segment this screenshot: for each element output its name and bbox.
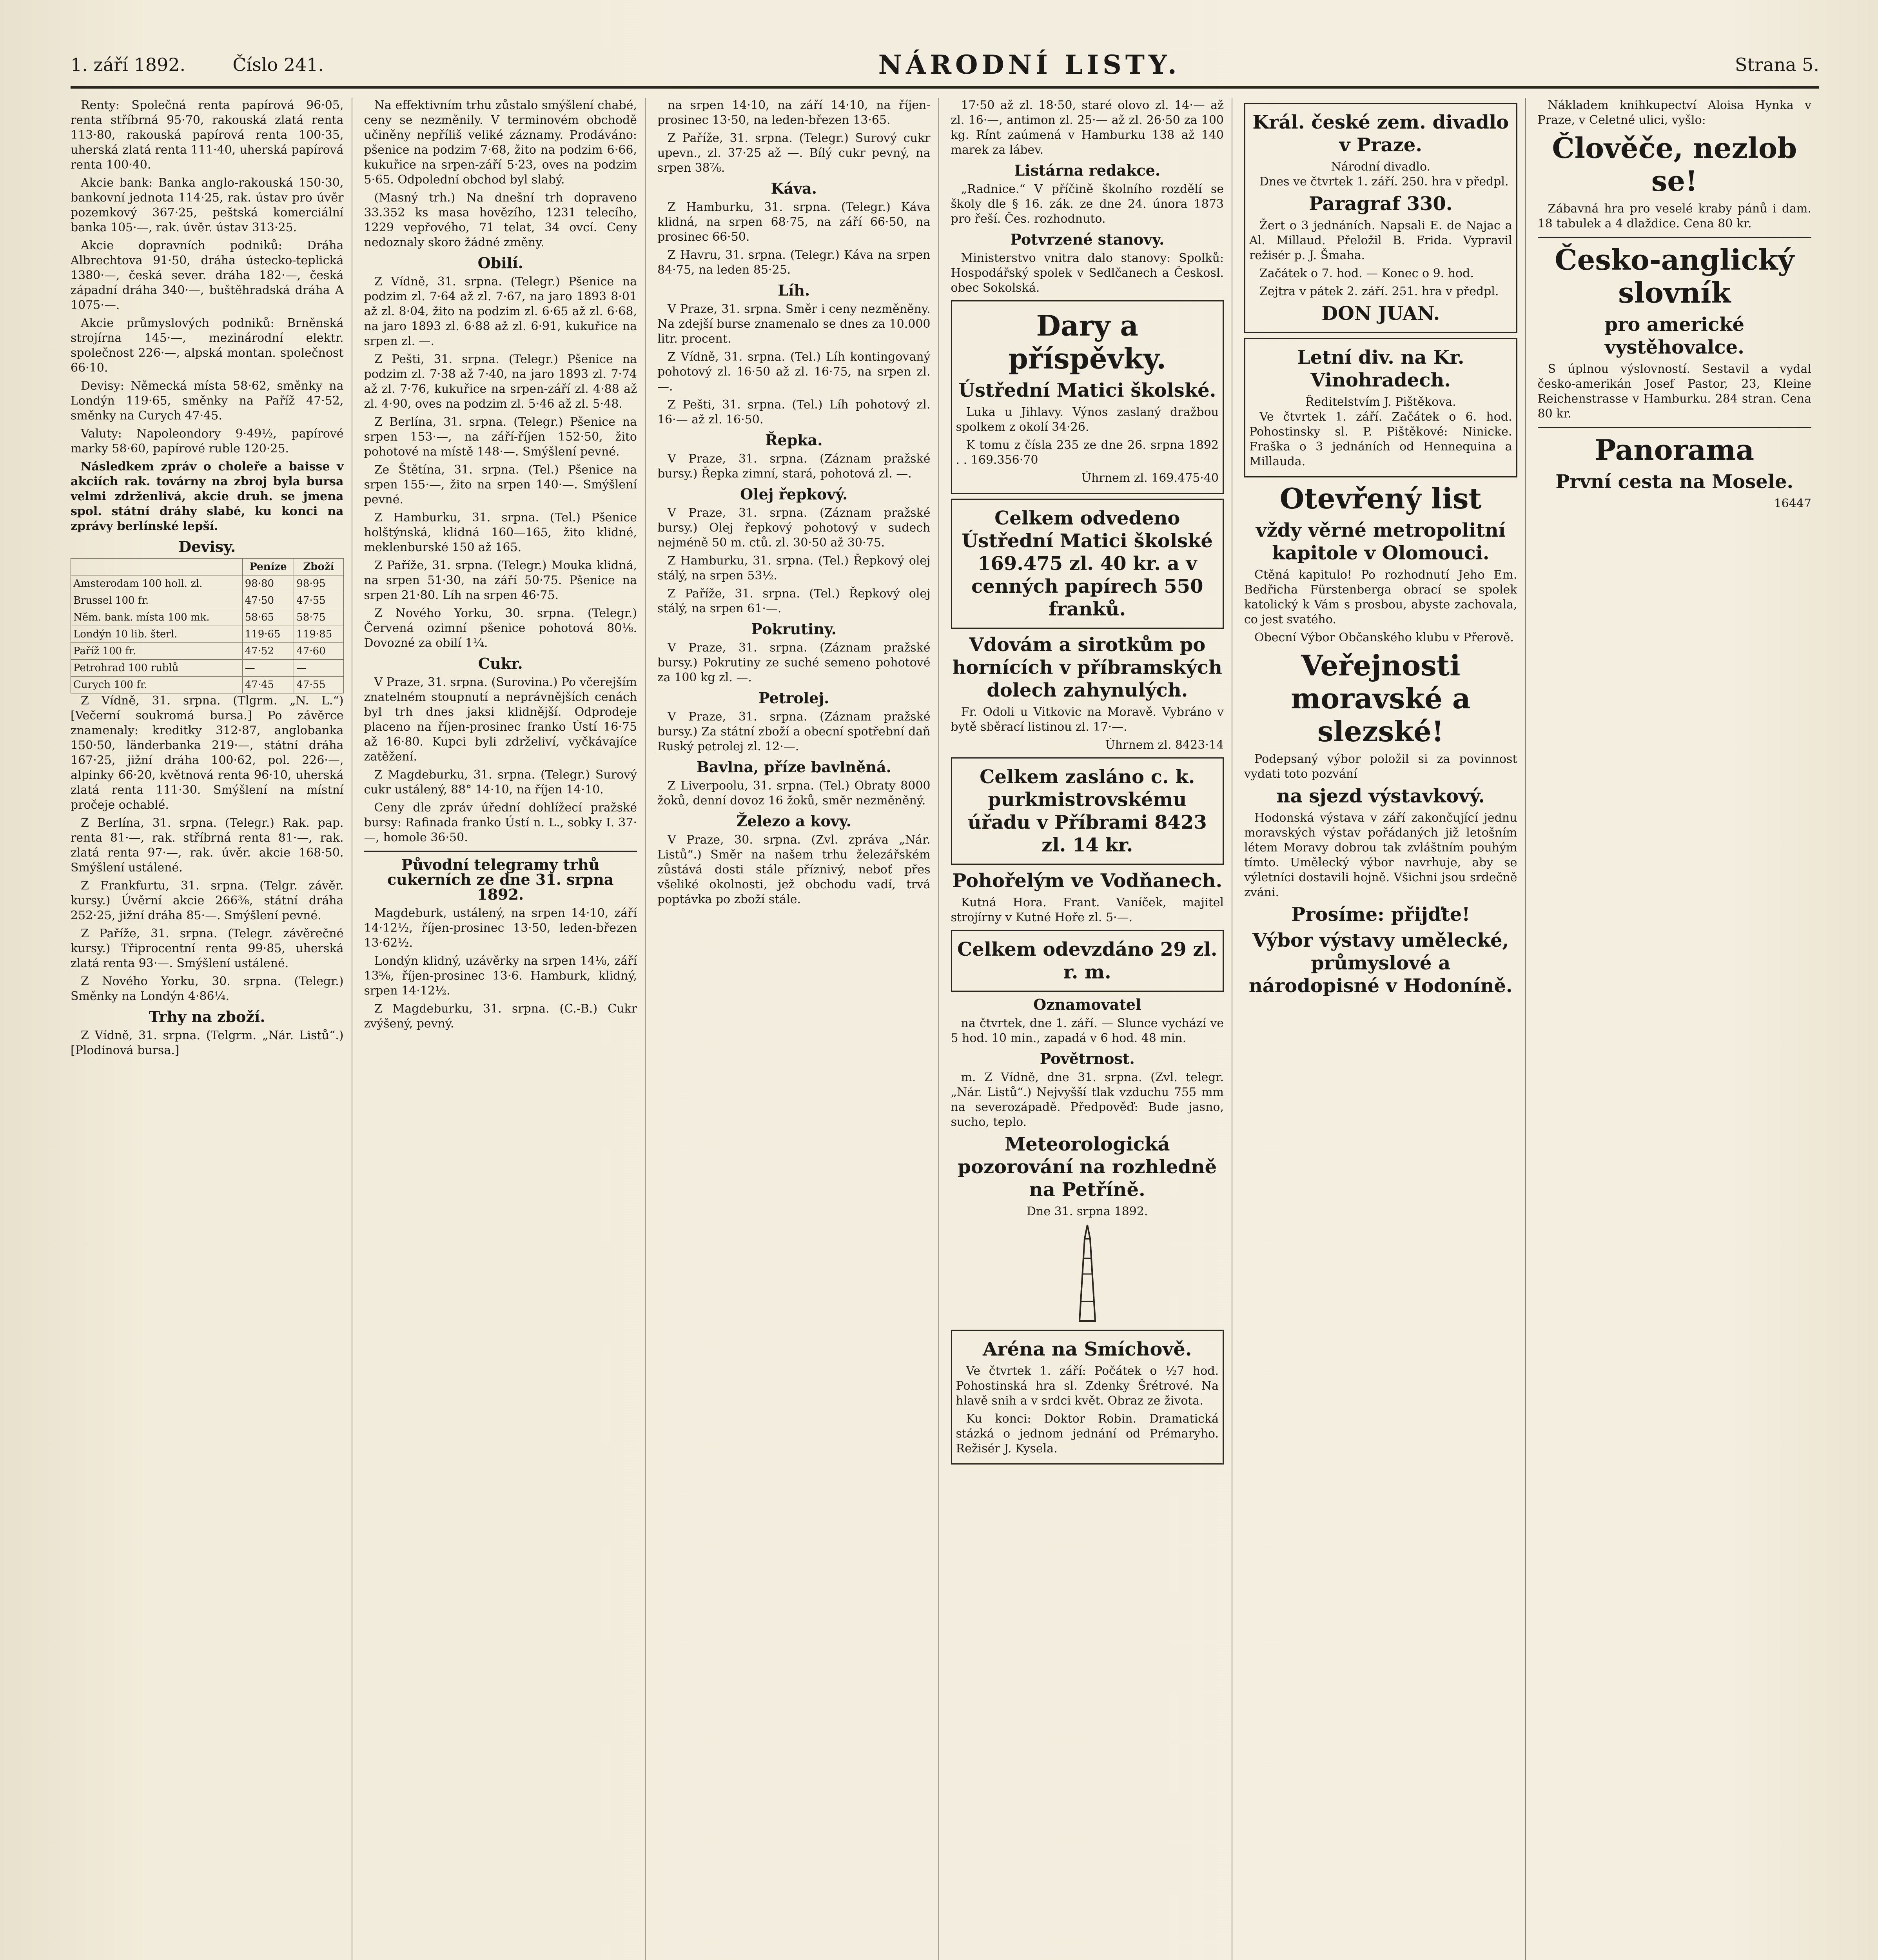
article-text: Z Vídně, 31. srpna. (Tlgrm. „N. L.“) [Večerní soukromá bursa.] Po závěrce znamenaly: kreditky 312·87, anglobanka 150·50, länderbanka 219·—, státní dráha 167·25, jižní dráha 100·62, pol. 226·—, alpinky 66·20, květnová renta 96·10, uherská zlatá renta 111·30. Smýšlení na místní pročeje ochablé. <box>71 694 344 812</box>
table-header-row <box>71 559 344 575</box>
column-5 <box>1244 98 1526 1960</box>
matice-title: Ústřední Matici školské. <box>958 379 1216 401</box>
article-text: Z Nového Yorku, 30. srpna. (Telegr.) Červená ozimní pšenice pohotová 80⅛. Dovozné za obilí 1¼. <box>364 606 637 650</box>
article-text: Z Pešti, 31. srpna. (Tel.) Líh pohotový zl. 16·— až zl. 16·50. <box>657 398 931 426</box>
pohorelym-summary: Celkem odevzdáno 29 zl. r. m. <box>957 938 1218 983</box>
article-text: Ku konci: Doktor Robin. Dramatická stázká o jednom jednání od Prémaryho. Režisér J. Kysela. <box>956 1412 1219 1455</box>
meteo-title: Meteorologická pozorování na rozhledně na Petříně. <box>958 1133 1217 1201</box>
article-text: Z Paříže, 31. srpna. (Tel.) Řepkový olej stálý, na srpen 61·—. <box>657 587 931 615</box>
issue-number: Číslo 241. <box>232 54 324 75</box>
column-header: Zboží <box>294 559 343 575</box>
article-text: Fr. Odoli u Vitkovic na Moravě. Vybráno v bytě sběrací listinou zl. 17·—. <box>951 705 1224 734</box>
article-text: Ministerstvo vnitra dalo stanovy: Spolků: Hospodářský spolek v Sedlčanech a Českosl. obec Sokolská. <box>951 251 1224 295</box>
article-text: Magdeburk, ustálený, na srpen 14·10, září 14·12½, říjen-prosinec 13·50, leden-březen 13·62½. <box>364 906 637 950</box>
section-heading: Cukr. <box>478 655 523 672</box>
divider <box>1538 237 1812 238</box>
vdovam-summary: Celkem zasláno c. k. purkmistrovskému úřadu v Příbrami 8423 zl. 14 kr. <box>967 766 1207 856</box>
vdovam-title: Vdovám a sirotkům po hornících v příbramských dolech zahynulých. <box>952 634 1222 701</box>
table-row: Něm. bank. místa 100 mk. 58·65 58·75 <box>71 609 344 626</box>
section-heading: Bavlna, příze bavlněná. <box>696 758 891 776</box>
article-text: V Praze, 31. srpna. (Záznam pražské bursy.) Řepka zimní, stará, pohotová zl. —. <box>657 452 931 481</box>
article-text: Kutná Hora. Frant. Vaníček, majitel strojírny v Kutné Hoře zl. 5·—. <box>951 896 1224 924</box>
column-header: Peníze <box>242 559 294 575</box>
total-line: K tomu z čísla 235 ze dne 26. srpna 1892 . . 169.356·70 <box>956 438 1219 467</box>
article-text: Luka u Jihlavy. Výnos zaslaný dražbou spolkem z okolí 34·26. <box>956 405 1219 434</box>
vinohrady-subtitle: Ředitelstvím J. Pištěkova. <box>1305 395 1456 409</box>
section-heading: Řepka. <box>765 431 823 449</box>
panorama-ad-title: Panorama <box>1595 433 1755 466</box>
column-6 <box>1538 98 1820 1960</box>
page-number: Strana 5. <box>1735 54 1819 75</box>
section-heading: Železo a kovy. <box>736 812 851 830</box>
table-row: Amsterodam 100 holl. zl. 98·80 98·95 <box>71 575 344 592</box>
column-4 <box>951 98 1233 1960</box>
article-text: Zejtra v pátek 2. září. 251. hra v předpl. <box>1259 285 1499 298</box>
section-heading: Líh. <box>778 281 810 299</box>
article-text: Z Magdeburku, 31. srpna. (Telegr.) Surový cukr ustálený, 88° 14·10, na říjen 14·10. <box>364 768 637 797</box>
article-text: V Praze, 31. srpna. (Záznam pražské bursy.) Za státní zboží a obecní spotřební daň Ruský petrolej zl. 12·—. <box>657 710 931 753</box>
devisy-table <box>71 558 344 693</box>
notice: Následkem zpráv o choleře a baisse v akciích rak. továrny na zbroj byla bursa velmi zdrženlivá, akcie druh. se jmena spol. státní dráhy slabé, ku konci na zprávy berlínské lepší. <box>71 460 344 533</box>
play-title: DON JUAN. <box>1321 303 1440 325</box>
dictionary-ad-subtitle: pro americké vystěhovalce. <box>1604 314 1745 358</box>
ad-number: 16447 <box>1774 497 1811 510</box>
column-3 <box>657 98 939 1960</box>
game-ad-title: Člověče, nezlob se! <box>1552 131 1797 198</box>
open-letter-title: Otevřený list <box>1279 482 1482 515</box>
table-row: Paříž 100 fr. 47·52 47·60 <box>71 643 344 660</box>
columns <box>71 98 1819 1960</box>
section-heading: Pokrutiny. <box>751 620 836 638</box>
article-text: Z Vídně, 31. srpna. (Tel.) Líh kontingovaný pohotový zl. 16·50 až zl. 16·75, na srpen zl. —. <box>657 350 931 394</box>
article-text: Renty: Společná renta papírová 96·05, renta stříbrná 95·70, rakouská zlatá renta 113·80, rakouská papírová renta 100·35, uherská zlatá renta 111·40, uherská papírová renta 100·40. <box>71 98 344 172</box>
article-text: V Praze, 31. srpna. (Záznam pražské bursy.) Pokrutiny ze suché semeno pohotové za 100 kg zl. —. <box>657 641 931 684</box>
divider <box>364 851 637 852</box>
table-row: Petrohrad 100 rublů — — <box>71 660 344 677</box>
article-text: S úplnou výslovností. Sestavil a vydal česko-amerikán Josef Pastor, 23, Kleine Reichenstrasse v Hamburku. 284 stran. Cena 80 kr. <box>1537 362 1811 421</box>
article-text: Z Paříže, 31. srpna. (Telegr.) Mouka klidná, na srpen 51·30, na září 50·75. Pšenice na srpen 21·80. Líh na srpen 46·75. <box>364 559 637 602</box>
petrin-tower-icon <box>1066 1223 1109 1325</box>
matice-summary: Celkem odvedeno Ústřední Matici školské 169.475 zl. 40 kr. a v cenných papírech 550 franků. <box>962 507 1213 620</box>
article-text: Z Havru, 31. srpna. (Telegr.) Káva na srpen 84·75, na leden 85·25. <box>657 248 931 277</box>
column-2 <box>364 98 646 1960</box>
page-header <box>71 43 1819 89</box>
table-row: Curych 100 fr. 47·45 47·55 <box>71 677 344 693</box>
article-text: V Praze, 31. srpna. (Záznam pražské bursy.) Olej řepkový pohotový v sudech nejméně 50 m. ctů. zl. 30·50 až 30·75. <box>657 506 931 550</box>
section-heading: Listárna redakce. <box>1014 162 1160 179</box>
vystavy-signature: Výbor výstavy umělecké, průmyslové a národopisné v Hodoníně. <box>1248 929 1513 997</box>
article-text: Hodonská výstava v září zakončující jednu moravských výstav pořádaných již letošním létem Moravy dobrou tak zvláštním pouhým tímto. Umělecký výbor navrhuje, aby se výletníci dostavili hojně. Všichni jsou srdečně zváni. <box>1244 811 1517 899</box>
article-text: V Praze, 31. srpna. Směr i ceny nezměněny. Na zdejší burse znamenalo se dnes za 10.000 litr. procent. <box>657 302 931 346</box>
article-text: m. Z Vídně, dne 31. srpna. (Zvl. telegr. „Nár. Listů“.) Nejvyšší tlak vzduchu 755 mm na severozápadě. Předpověď: Bude jasno, sucho, teplo. <box>951 1071 1224 1129</box>
article-text: Z Vídně, 31. srpna. (Telgrm. „Nár. Listů“.) [Plodinová bursa.] <box>71 1029 344 1057</box>
article-text: Z Berlína, 31. srpna. (Telegr.) Pšenice na srpen 153·—, na září-říjen 152·50, žito pohotové na místě 148·—. Smýšlení pevné. <box>364 415 637 459</box>
article-text: Akcie dopravních podniků: Dráha Albrechtova 91·50, dráha ústecko-teplická 1380·—, česká sever. dráha 182·—, česká západní dráha 340·—, buštěhradská dráha A 1075·—. <box>71 239 344 312</box>
prosime: Prosíme: přijďte! <box>1291 904 1470 926</box>
article-text: Akcie průmyslových podniků: Brněnská strojírna 145·—, mezinárodní elektr. společnost 226·—, alpská montan. společnost 66·10. <box>71 316 344 375</box>
article-text: Ctěná kapitulo! Po rozhodnutí Jeho Em. Bedřicha Fürstenberga obrací se spolek katolický k Vám s prosbou, abyste zachovala, co jest svatého. <box>1244 568 1517 626</box>
article-text: na čtvrtek, dne 1. září. — Slunce vychází ve 5 hod. 10 min., zapadá v 6 hod. 48 min. <box>951 1016 1224 1045</box>
table-row: Londýn 10 lib. šterl. 119·65 119·85 <box>71 626 344 643</box>
article-text: Z Pešti, 31. srpna. (Telegr.) Pšenice na podzim zl. 7·38 až 7·40, na jaro 1893 zl. 7·74 až zl. 7·76, kukuřice na srpen-září zl. 4·88 až zl. 4·90, oves na podzim zl. 5·46 až zl. 5·48. <box>364 352 637 411</box>
pohorelym-summary-box <box>951 930 1224 992</box>
article-text: (Masný trh.) Na dnešní trh dopraveno 33.352 ks masa hovězího, 1231 telecího, 1229 vepřového, 71 telat, 34 ovcí. Ceny nedoznaly skoro žádné změny. <box>364 191 637 249</box>
article-text: Z Berlína, 31. srpna. (Telegr.) Rak. pap. renta 81·—, rak. stříbrná renta 81·—, rak. zlatá renta 97·—, rak. úvěr. akcie 168·50. Smýšlení ustálené. <box>71 816 344 875</box>
masthead: NÁRODNÍ LISTY. <box>878 49 1181 80</box>
vdovam-summary-box <box>951 757 1224 865</box>
section-heading: Káva. <box>771 180 817 197</box>
article-text: Ve čtvrtek 1. září. Začátek o 6. hod. Pohostinsky sl. P. Pištěkové: Ninicke. Fraška o 3 jednáních od Hennequina a Millauda. <box>1249 410 1512 468</box>
article-text: Z Paříže, 31. srpna. (Telegr. závěrečné kursy.) Třiprocentní renta 99·85, uherská zlatá renta 93·—. Smýšlení ustálené. <box>71 927 344 970</box>
article-text: V Praze, 31. srpna. (Surovina.) Po včerejším znatelném stoupnutí a neprávnějších cenách byl trh dnes jaksi klidnější. Odprodeje placeno na říjen-prosinec franko Ústí 16·75 až 16·80. Kupci byli zdrželiví, vyčkávajíce zatěžení. <box>364 675 637 764</box>
article-text: Z Nového Yorku, 30. srpna. (Telegr.) Směnky na Londýn 4·86¼. <box>71 975 344 1003</box>
section-heading: Olej řepkový. <box>740 485 848 503</box>
meteo-date: Dne 31. srpna 1892. <box>1027 1205 1148 1218</box>
article-text: Z Magdeburku, 31. srpna. (C.-B.) Cukr zvýšený, pevný. <box>364 1002 637 1031</box>
section-heading: Obilí. <box>477 254 523 272</box>
pohorelym-title: Pohořelým ve Vodňanech. <box>952 870 1223 892</box>
article-text: Z Hamburku, 31. srpna. (Tel.) Pšenice holštýnská, klidná 160—165, žito klidné, meklenburské 150 až 165. <box>364 511 637 554</box>
section-heading: Povětrnost. <box>1040 1050 1135 1067</box>
article-text: Ve čtvrtek 1. září: Počátek o ½7 hod. Pohostinská hra sl. Zdenky Šrétrové. Na hlavě snih a v srdci květ. Obraz ze života. <box>956 1364 1219 1408</box>
article-text: „Radnice.“ V příčině školního rozdělí se školy dle § 16. zák. ze dne 24. února 1873 pro řeší. Čes. rozhodnuto. <box>951 182 1224 226</box>
vinohrady-box <box>1244 338 1517 477</box>
section-heading: Potvrzené stanovy. <box>1010 230 1165 248</box>
matice-summary-box <box>951 499 1224 629</box>
play-title: Paragraf 330. <box>1308 193 1453 215</box>
panorama-ad-subtitle: První cesta na Mosele. <box>1555 471 1794 493</box>
donations-title: Dary a příspěvky. <box>1008 309 1167 375</box>
column-1 <box>71 98 352 1960</box>
sjezd-title: na sjezd výstavkový. <box>1276 785 1485 807</box>
theatre-box <box>1244 103 1517 333</box>
appeal-title: Veřejnosti moravské a slezské! <box>1290 649 1471 748</box>
section-heading: Původní telegramy trhů cukerních ze dne 31. srpna 1892. <box>387 856 614 903</box>
article-text: Na effektivním trhu zůstalo smýšlení chabé, ceny se nezměnily. V terminovém obchodě učiněny nepříliš veliké záznamy. Prodáváno: pšenice na podzim 7·68, žito na podzim 6·66, kukuřice na srpen-září 5·23, oves na podzim 5·65. Odpolední obchod byl slabý. <box>364 98 637 187</box>
article-text: Devisy: Německá místa 58·62, směnky na Londýn 119·65, směnky na Paříž 47·52, směnky na Curych 47·45. <box>71 379 344 423</box>
table-row: Brussel 100 fr. 47·50 47·55 <box>71 592 344 609</box>
arena-title: Aréna na Smíchově. <box>983 1338 1192 1360</box>
section-heading: Devisy. <box>178 538 236 555</box>
article-text: Začátek o 7. hod. — Konec o 9. hod. <box>1259 267 1474 280</box>
article-text: Zábavná hra pro veselé kraby pánů i dam. 18 tabulek a 4 dlaždice. Cena 80 kr. <box>1537 202 1811 230</box>
article-text: Akcie bank: Banka anglo-rakouská 150·30, bankovní jednota 114·25, rak. ústav pro úvěr pozemkový 367·25, peštská komerciální banka 105·—, rak. úvěr. ústav 313·25. <box>71 176 344 234</box>
open-letter-subtitle: vždy věrné metropolitní kapitole v Olomouci. <box>1256 519 1506 564</box>
section-heading: Trhy na zboží. <box>149 1008 265 1025</box>
theatre-title: Král. české zem. divadlo v Praze. <box>1252 111 1509 156</box>
article-text: Podepsaný výbor položil si za povinnost vydati toto pozvání <box>1244 752 1517 781</box>
article-text: 17·50 až zl. 18·50, staré olovo zl. 14·— až zl. 16·—, antimon zl. 25·— až zl. 26·50 za 100 kg. Rínt zaúmená v Hamburku 138 až 140 marek za lábev. <box>951 98 1224 157</box>
article-text: Ze Štětína, 31. srpna. (Tel.) Pšenice na srpen 155·—, žito na srpen 140·—. Smýšlení pevné. <box>364 463 637 506</box>
article-text: Z Frankfurtu, 31. srpna. (Telgr. závěr. kursy.) Úvěrní akcie 266⅜, státní dráha 252·25, jižní dráha 85·—. Smýšlení pevné. <box>71 879 344 922</box>
theatre-subtitle: Národní divadlo. <box>1331 160 1431 174</box>
donations-box <box>951 300 1224 494</box>
article-text: Z Vídně, 31. srpna. (Telegr.) Pšenice na podzim zl. 7·64 až zl. 7·67, na jaro 1893 8·01 až zl. 8·04, žito na podzim zl. 6·65 až zl. 6·68, na jaro 1893 zl. 6·88 až zl. 6·91, kukuřice na srpen zl. —. <box>364 275 637 348</box>
article-text: Z Hamburku, 31. srpna. (Tel.) Řepkový olej stálý, na srpen 53½. <box>657 554 931 583</box>
section-heading: Oznamovatel <box>1033 996 1141 1013</box>
arena-box <box>951 1330 1224 1465</box>
article-text: Valuty: Napoleondory 9·49½, papírové marky 58·60, papírové ruble 120·25. <box>71 427 344 456</box>
article-text: Z Liverpoolu, 31. srpna. (Tel.) Obraty 8000 žoků, denní dovoz 16 žoků, směr nezměněný. <box>657 779 931 808</box>
section-heading: Petrolej. <box>758 689 829 707</box>
article-text: Londýn klidný, uzávěrky na srpen 14⅛, září 13⅝, říjen-prosinec 13·6. Hamburk, klidný, srpen 14·12½. <box>364 954 637 998</box>
article-text: na srpen 14·10, na září 14·10, na říjen-prosinec 13·50, na leden-březen 13·65. <box>657 98 931 127</box>
issue-date: 1. září 1892. <box>71 54 186 75</box>
total-sum: Úhrnem zl. 8423·14 <box>1105 738 1224 752</box>
total-sum: Úhrnem zl. 169.475·40 <box>1081 471 1219 485</box>
vinohrady-title: Letní div. na Kr. Vinohradech. <box>1297 347 1464 391</box>
article-text: Z Hamburku, 31. srpna. (Telegr.) Káva klidná, na srpen 68·75, na září 66·50, na prosinec 66·50. <box>657 200 931 244</box>
article-text: Žert o 3 jednáních. Napsali E. de Najac a Al. Millaud. Přeložil B. Frida. Vypravil režisér p. J. Šmaha. <box>1249 219 1512 262</box>
divider <box>1538 427 1812 428</box>
dictionary-ad-title: Česko-anglický slovník <box>1555 243 1795 309</box>
article-text: Nákladem knihkupectví Aloisa Hynka v Praze, v Celetné ulici, vyšlo: <box>1537 98 1811 127</box>
article-text: Dnes ve čtvrtek 1. září. 250. hra v předpl. <box>1259 175 1509 189</box>
article-text: V Praze, 30. srpna. (Zvl. zpráva „Nár. Listů“.) Směr na našem trhu železářském zůstává dosti stále příznivý, neboť přes všeliké okolnosti, jež obchodu vadí, trvá poptávka po zboží stále. <box>657 833 931 906</box>
article-text: Obecní Výbor Občanského klubu v Přerově. <box>1254 631 1514 644</box>
article-text: Z Paříže, 31. srpna. (Telegr.) Surový cukr upevn., zl. 37·25 až —. Bílý cukr pevný, na srpen 38⅞. <box>657 131 931 175</box>
article-text: Ceny dle zpráv úřední dohlížecí pražské bursy: Rafinada franko Ústí n. L., sobky I. 37·—, homole 36·50. <box>364 801 637 844</box>
